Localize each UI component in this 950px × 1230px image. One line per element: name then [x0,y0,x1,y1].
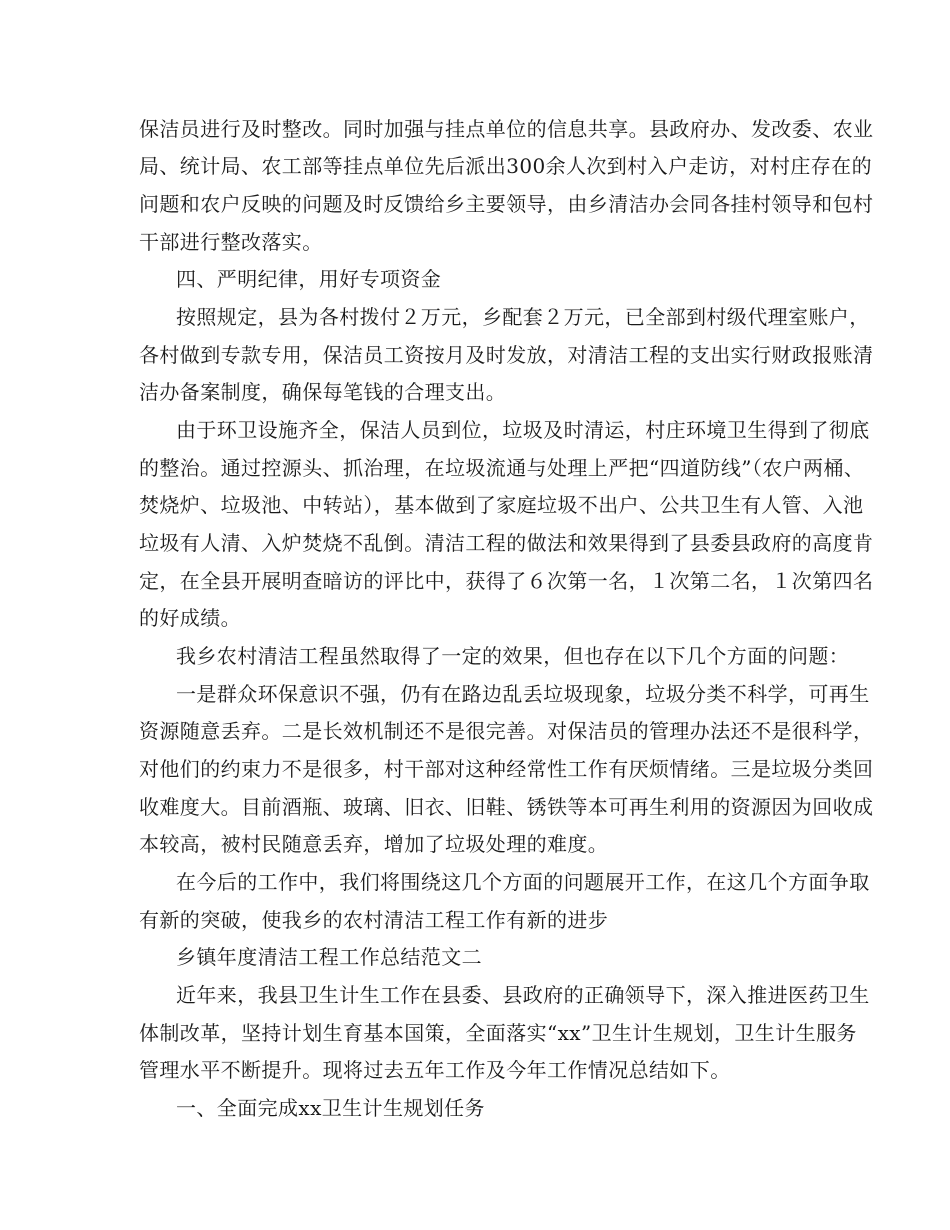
text-line: 收难度大。目前酒瓶、玻璃、旧衣、旧鞋、锈铁等本可再生利用的资源因为回收成 [139,795,874,819]
document-subtitle: 乡镇年度清洁工程工作总结范文二 [176,945,482,969]
text-line: 局、统计局、农工部等挂点单位先后派出300余人次到村入户走访，对村庄存在的 [139,154,872,178]
text-line: 体制改革，坚持计划生育基本国策，全面落实“xx”卫生计生规划，卫生计生服务 [139,1021,857,1045]
text-line: 的整治。通过控源头、抓治理，在垃圾流通与处理上严把“四道防线”（农户两桶、 [139,456,865,480]
text-line: 由于环卫设施齐全，保洁人员到位，垃圾及时清运，村庄环境卫生得到了彻底 [176,418,870,442]
text-line: 焚烧炉、垃圾池、中转站），基本做到了家庭垃圾不出户、公共卫生有人管、入池 [139,493,864,517]
text-line: 我乡农村清洁工程虽然取得了一定的效果，但也存在以下几个方面的问题： [176,644,850,668]
text-line: 垃圾有人清、入炉焚烧不乱倒。清洁工程的做法和效果得到了县委县政府的高度肯 [139,531,874,555]
text-line: 在今后的工作中，我们将围绕这几个方面的问题展开工作，在这几个方面争取 [176,870,870,894]
text-line: 的好成绩。 [139,606,241,630]
text-line: 干部进行整改落实。 [139,230,323,254]
section-heading: 一、全面完成xx卫生计生规划任务 [176,1096,485,1120]
text-line: 管理水平不断提升。现将过去五年工作及今年工作情况总结如下。 [139,1058,731,1082]
text-line: 保洁员进行及时整改。同时加强与挂点单位的信息共享。县政府办、发改委、农业 [139,117,874,141]
text-line: 一是群众环保意识不强，仍有在路边乱丢垃圾现象，垃圾分类不科学，可再生 [176,682,870,706]
text-line: 洁办备案制度，确保每笔钱的合理支出。 [139,380,507,404]
text-line: 本较高，被村民随意丢弃，增加了垃圾处理的难度。 [139,832,609,856]
text-line: 各村做到专款专用，保洁员工资按月及时发放，对清洁工程的支出实行财政报账清 [139,343,874,367]
text-line: 有新的突破，使我乡的农村清洁工程工作有新的进步 [139,908,609,932]
text-line: 问题和农户反映的问题及时反馈给乡主要领导，由乡清洁办会同各挂村领导和包村 [139,192,874,216]
section-heading: 四、严明纪律，用好专项资金 [176,267,442,291]
text-line: 按照规定，县为各村拨付２万元，乡配套２万元，已全部到村级代理室账户， [176,305,870,329]
text-line: 资源随意丢弃。二是长效机制还不是很完善。对保洁员的管理办法还不是很科学， [139,719,874,743]
text-line: 对他们的约束力不是很多，村干部对这种经常性工作有厌烦情绪。三是垃圾分类回 [139,757,874,781]
text-line: 定，在全县开展明查暗访的评比中，获得了６次第一名，１次第二名，１次第四名 [139,569,874,593]
text-line: 近年来，我县卫生计生工作在县委、县政府的正确领导下，深入推进医药卫生 [176,983,870,1007]
